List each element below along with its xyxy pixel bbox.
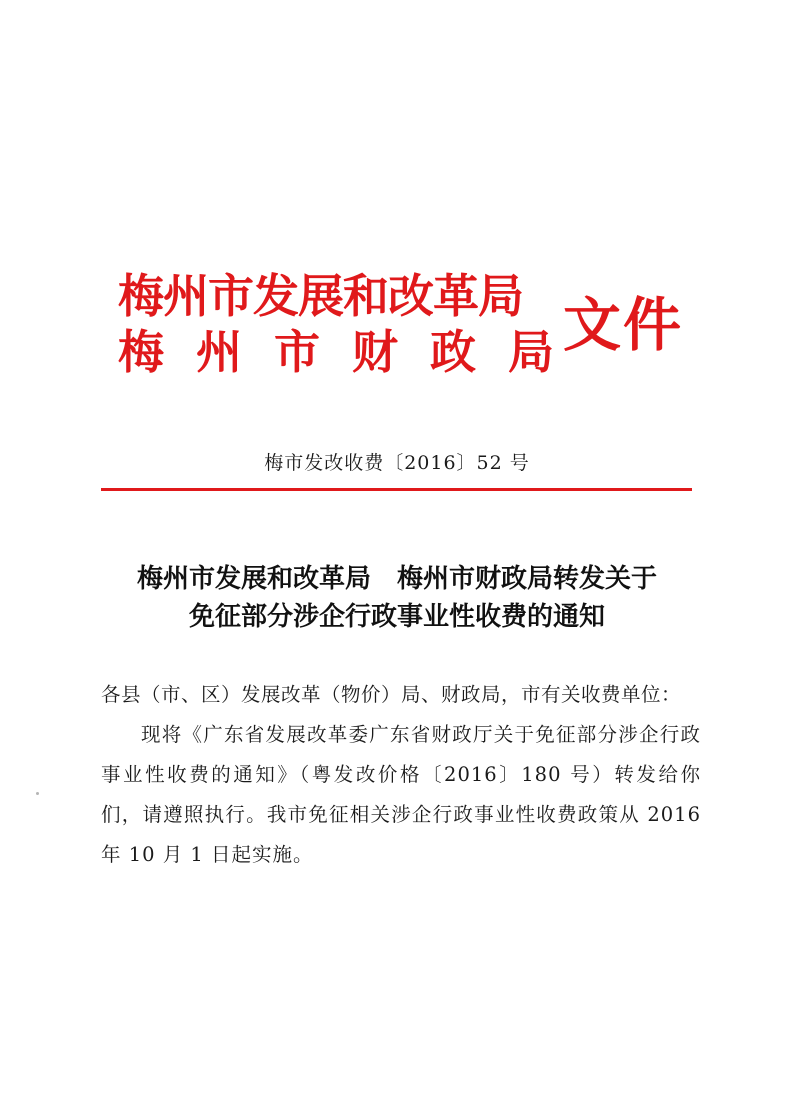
body-paragraph: 现将《广东省发展改革委广东省财政厅关于免征部分涉企行政事业性收费的通知》（粤发改价格〔2016〕180 号）转发给你们，请遵照执行。我市免征相关涉企行政事业性收费政策从 2016 年 10 月 1 日起实施。 (101, 723, 701, 866)
title-line-1: 梅州市发展和改革局 梅州市财政局转发关于 (136, 564, 657, 594)
scan-speck (36, 792, 39, 795)
issuer-line-1: 梅州市发展和改革局 (118, 269, 523, 323)
red-masthead (118, 270, 698, 390)
document-title (0, 560, 794, 636)
salutation: 各县（市、区）发展改革（物价）局、财政局，市有关收费单位： (101, 683, 682, 706)
issuer-line-2: 梅州市财政局 (118, 325, 586, 379)
document-kind: 文件 (563, 291, 684, 359)
red-separator-line (101, 488, 692, 491)
document-number: 梅市发改收费〔2016〕52 号 (264, 452, 530, 474)
document-body (101, 675, 701, 875)
title-line-2: 免征部分涉企行政事业性收费的通知 (188, 602, 605, 632)
